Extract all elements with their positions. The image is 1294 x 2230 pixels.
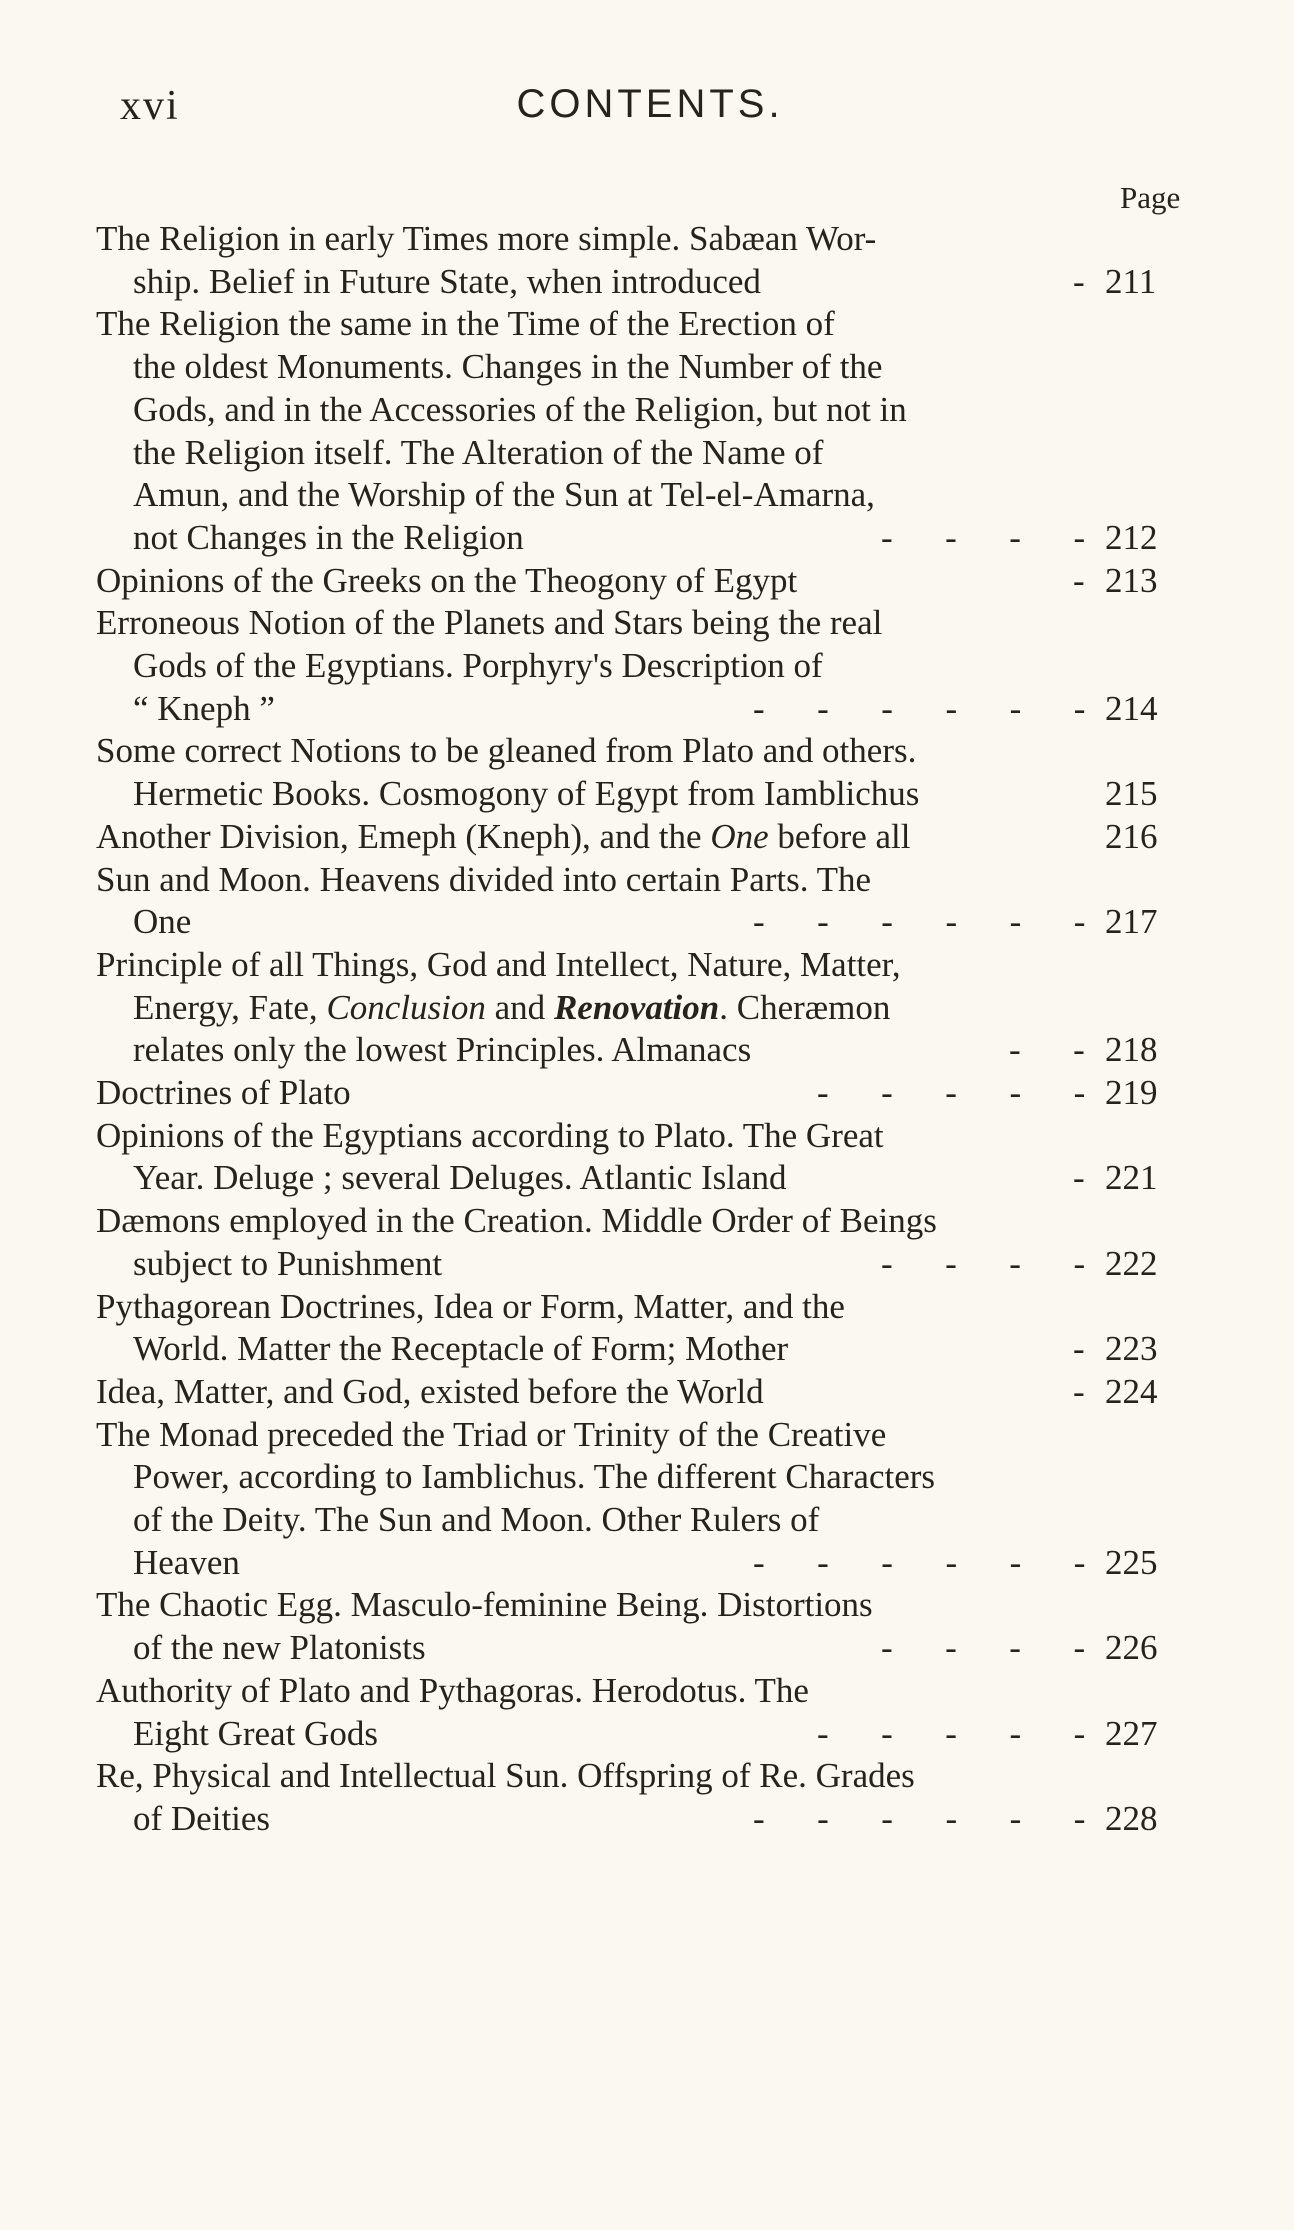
dot-leaders: - bbox=[1073, 560, 1085, 600]
dot-leaders: - - - - - - bbox=[753, 688, 1086, 728]
contents-line bbox=[0, 941, 1294, 989]
running-title: CONTENTS. bbox=[516, 82, 784, 126]
contents-line bbox=[0, 1710, 1294, 1758]
entry-text: Amun, and the Worship of the Sun at Tel-el-Amarna, bbox=[133, 475, 875, 515]
dot-leaders: - - - - bbox=[881, 517, 1086, 557]
folio-number: xvi bbox=[120, 83, 180, 129]
page-number: 212 bbox=[1105, 517, 1158, 557]
contents-line bbox=[0, 1325, 1294, 1373]
page-number: 227 bbox=[1105, 1713, 1158, 1753]
page-number: 218 bbox=[1105, 1030, 1158, 1070]
contents-line bbox=[0, 727, 1294, 775]
entry-text: Principle of all Things, God and Intellect, Nature, Matter, bbox=[96, 944, 901, 984]
entry-text: Year. Deluge ; several Deluges. Atlantic Island bbox=[133, 1158, 787, 1198]
contents-line bbox=[0, 1539, 1294, 1587]
dot-leaders: - - - - bbox=[881, 1628, 1086, 1668]
page-number: 211 bbox=[1105, 261, 1157, 301]
entry-text: Opinions of the Greeks on the Theogony of Egypt bbox=[96, 560, 798, 600]
contents-line bbox=[0, 1154, 1294, 1202]
contents-line bbox=[0, 471, 1294, 519]
contents-line bbox=[0, 258, 1294, 306]
entry-text: Sun and Moon. Heavens divided into certain Parts. The bbox=[96, 859, 872, 899]
entry-text: Gods of the Egyptians. Porphyry's Description of bbox=[133, 646, 823, 685]
entry-text: Power, according to Iamblichus. The different Characters bbox=[133, 1457, 936, 1497]
contents-line bbox=[0, 300, 1294, 348]
page-number: 224 bbox=[1105, 1371, 1158, 1411]
entry-text: Pythagorean Doctrines, Idea or Form, Matter, and the bbox=[96, 1286, 845, 1326]
entry-text: The Religion in early Times more simple. Sabæan Wor- bbox=[96, 219, 877, 258]
contents-line bbox=[0, 1026, 1294, 1074]
contents-line bbox=[0, 1496, 1294, 1544]
contents-line bbox=[0, 599, 1294, 647]
page-number: 221 bbox=[1105, 1158, 1158, 1198]
contents-line bbox=[0, 1368, 1294, 1416]
contents-line bbox=[0, 1283, 1294, 1331]
dot-leaders: - - - - - bbox=[817, 1073, 1086, 1112]
dot-leaders: - bbox=[1073, 261, 1085, 301]
page-number: 216 bbox=[1105, 816, 1158, 856]
dot-leaders: - - - - - - bbox=[753, 902, 1086, 942]
contents-line bbox=[0, 1112, 1294, 1160]
contents-line bbox=[0, 1795, 1294, 1843]
page-number: 225 bbox=[1105, 1542, 1158, 1582]
entry-text: Some correct Notions to be gleaned from Plato and others. bbox=[96, 731, 917, 771]
entry-text: Another Division, Emeph (Kneph), and the One before all bbox=[96, 816, 911, 856]
entry-text: Idea, Matter, and God, existed before the World bbox=[96, 1371, 764, 1411]
contents-line bbox=[0, 685, 1294, 733]
entry-text: Gods, and in the Accessories of the Religion, but not in bbox=[133, 389, 907, 429]
contents-line bbox=[0, 1453, 1294, 1501]
entry-text: Dæmons employed in the Creation. Middle Order of Beings bbox=[96, 1201, 937, 1241]
contents-line bbox=[0, 1752, 1294, 1800]
dot-leaders: - bbox=[1073, 1371, 1085, 1411]
page-number: 219 bbox=[1105, 1073, 1158, 1112]
contents-line bbox=[0, 1624, 1294, 1672]
page-column-label: Page bbox=[1120, 180, 1181, 215]
page-number: 226 bbox=[1105, 1628, 1158, 1668]
page-number: 215 bbox=[1105, 774, 1158, 814]
page-number: 222 bbox=[1105, 1243, 1158, 1283]
contents-line bbox=[0, 770, 1294, 818]
dot-leaders: - bbox=[1073, 1158, 1085, 1198]
dot-leaders: - - - - - - bbox=[753, 1542, 1086, 1582]
page-number: 214 bbox=[1105, 688, 1158, 728]
dot-leaders: - - - - - - bbox=[753, 1798, 1086, 1838]
entry-text: Eight Great Gods bbox=[133, 1713, 378, 1753]
entry-text: of the Deity. The Sun and Moon. Other Rulers of bbox=[133, 1500, 820, 1539]
dot-leaders: - - bbox=[1009, 1030, 1085, 1070]
contents-line bbox=[0, 1411, 1294, 1459]
entry-text: the Religion itself. The Alteration of the Name of bbox=[133, 432, 824, 472]
contents-line bbox=[0, 984, 1294, 1032]
entry-text: Erroneous Notion of the Planets and Stars being the real bbox=[96, 603, 883, 643]
entry-text: relates only the lowest Principles. Almanacs bbox=[133, 1030, 752, 1070]
entry-text: The Religion the same in the Time of the Erection of bbox=[96, 304, 835, 344]
contents-line bbox=[0, 386, 1294, 434]
entry-text: “ Kneph ” bbox=[133, 688, 275, 728]
dot-leaders: - - - - - bbox=[817, 1713, 1086, 1753]
contents-line bbox=[0, 1240, 1294, 1288]
page-number: 213 bbox=[1105, 560, 1158, 600]
contents-line bbox=[0, 898, 1294, 946]
page-header bbox=[120, 82, 1180, 142]
contents-line bbox=[0, 813, 1294, 861]
entry-text: ship. Belief in Future State, when introduced bbox=[133, 261, 761, 301]
contents-line bbox=[0, 1069, 1294, 1117]
contents-line bbox=[0, 429, 1294, 477]
entry-text: Re, Physical and Intellectual Sun. Offspring of Re. Grades bbox=[96, 1756, 915, 1796]
dot-leaders: - bbox=[1073, 1329, 1085, 1369]
entry-text: Authority of Plato and Pythagoras. Herodotus. The bbox=[96, 1670, 809, 1710]
entry-text: One bbox=[133, 902, 192, 942]
dot-leaders: - - - - bbox=[881, 1243, 1086, 1283]
entry-text: Energy, Fate, Conclusion and Renovation. Cheræmon bbox=[133, 987, 891, 1027]
entry-text: the oldest Monuments. Changes in the Number of the bbox=[133, 347, 883, 387]
contents-line bbox=[0, 1197, 1294, 1245]
page-number: 223 bbox=[1105, 1329, 1158, 1369]
entry-text: of the new Platonists bbox=[133, 1628, 426, 1668]
entry-text: Heaven bbox=[133, 1542, 240, 1582]
contents-line bbox=[0, 215, 1294, 263]
entry-text: Doctrines of Plato bbox=[96, 1073, 351, 1112]
entry-text: The Monad preceded the Triad or Trinity of the Creative bbox=[96, 1414, 887, 1454]
contents-line bbox=[0, 343, 1294, 391]
contents-line bbox=[0, 557, 1294, 605]
page-number: 217 bbox=[1105, 902, 1158, 942]
contents-line bbox=[0, 856, 1294, 904]
page-number: 228 bbox=[1105, 1798, 1158, 1838]
entry-text: subject to Punishment bbox=[133, 1243, 443, 1283]
entry-text: Hermetic Books. Cosmogony of Egypt from Iamblichus bbox=[133, 774, 920, 814]
contents-line bbox=[0, 1667, 1294, 1715]
entry-text: The Chaotic Egg. Masculo-feminine Being. Distortions bbox=[96, 1585, 873, 1625]
contents-line bbox=[0, 514, 1294, 562]
entry-text: of Deities bbox=[133, 1798, 271, 1838]
entry-text: World. Matter the Receptacle of Form; Mother bbox=[133, 1329, 789, 1369]
contents-line bbox=[0, 642, 1294, 690]
contents-line bbox=[0, 1581, 1294, 1629]
entry-text: not Changes in the Religion bbox=[133, 517, 524, 557]
entry-text: Opinions of the Egyptians according to Plato. The Great bbox=[96, 1115, 884, 1155]
